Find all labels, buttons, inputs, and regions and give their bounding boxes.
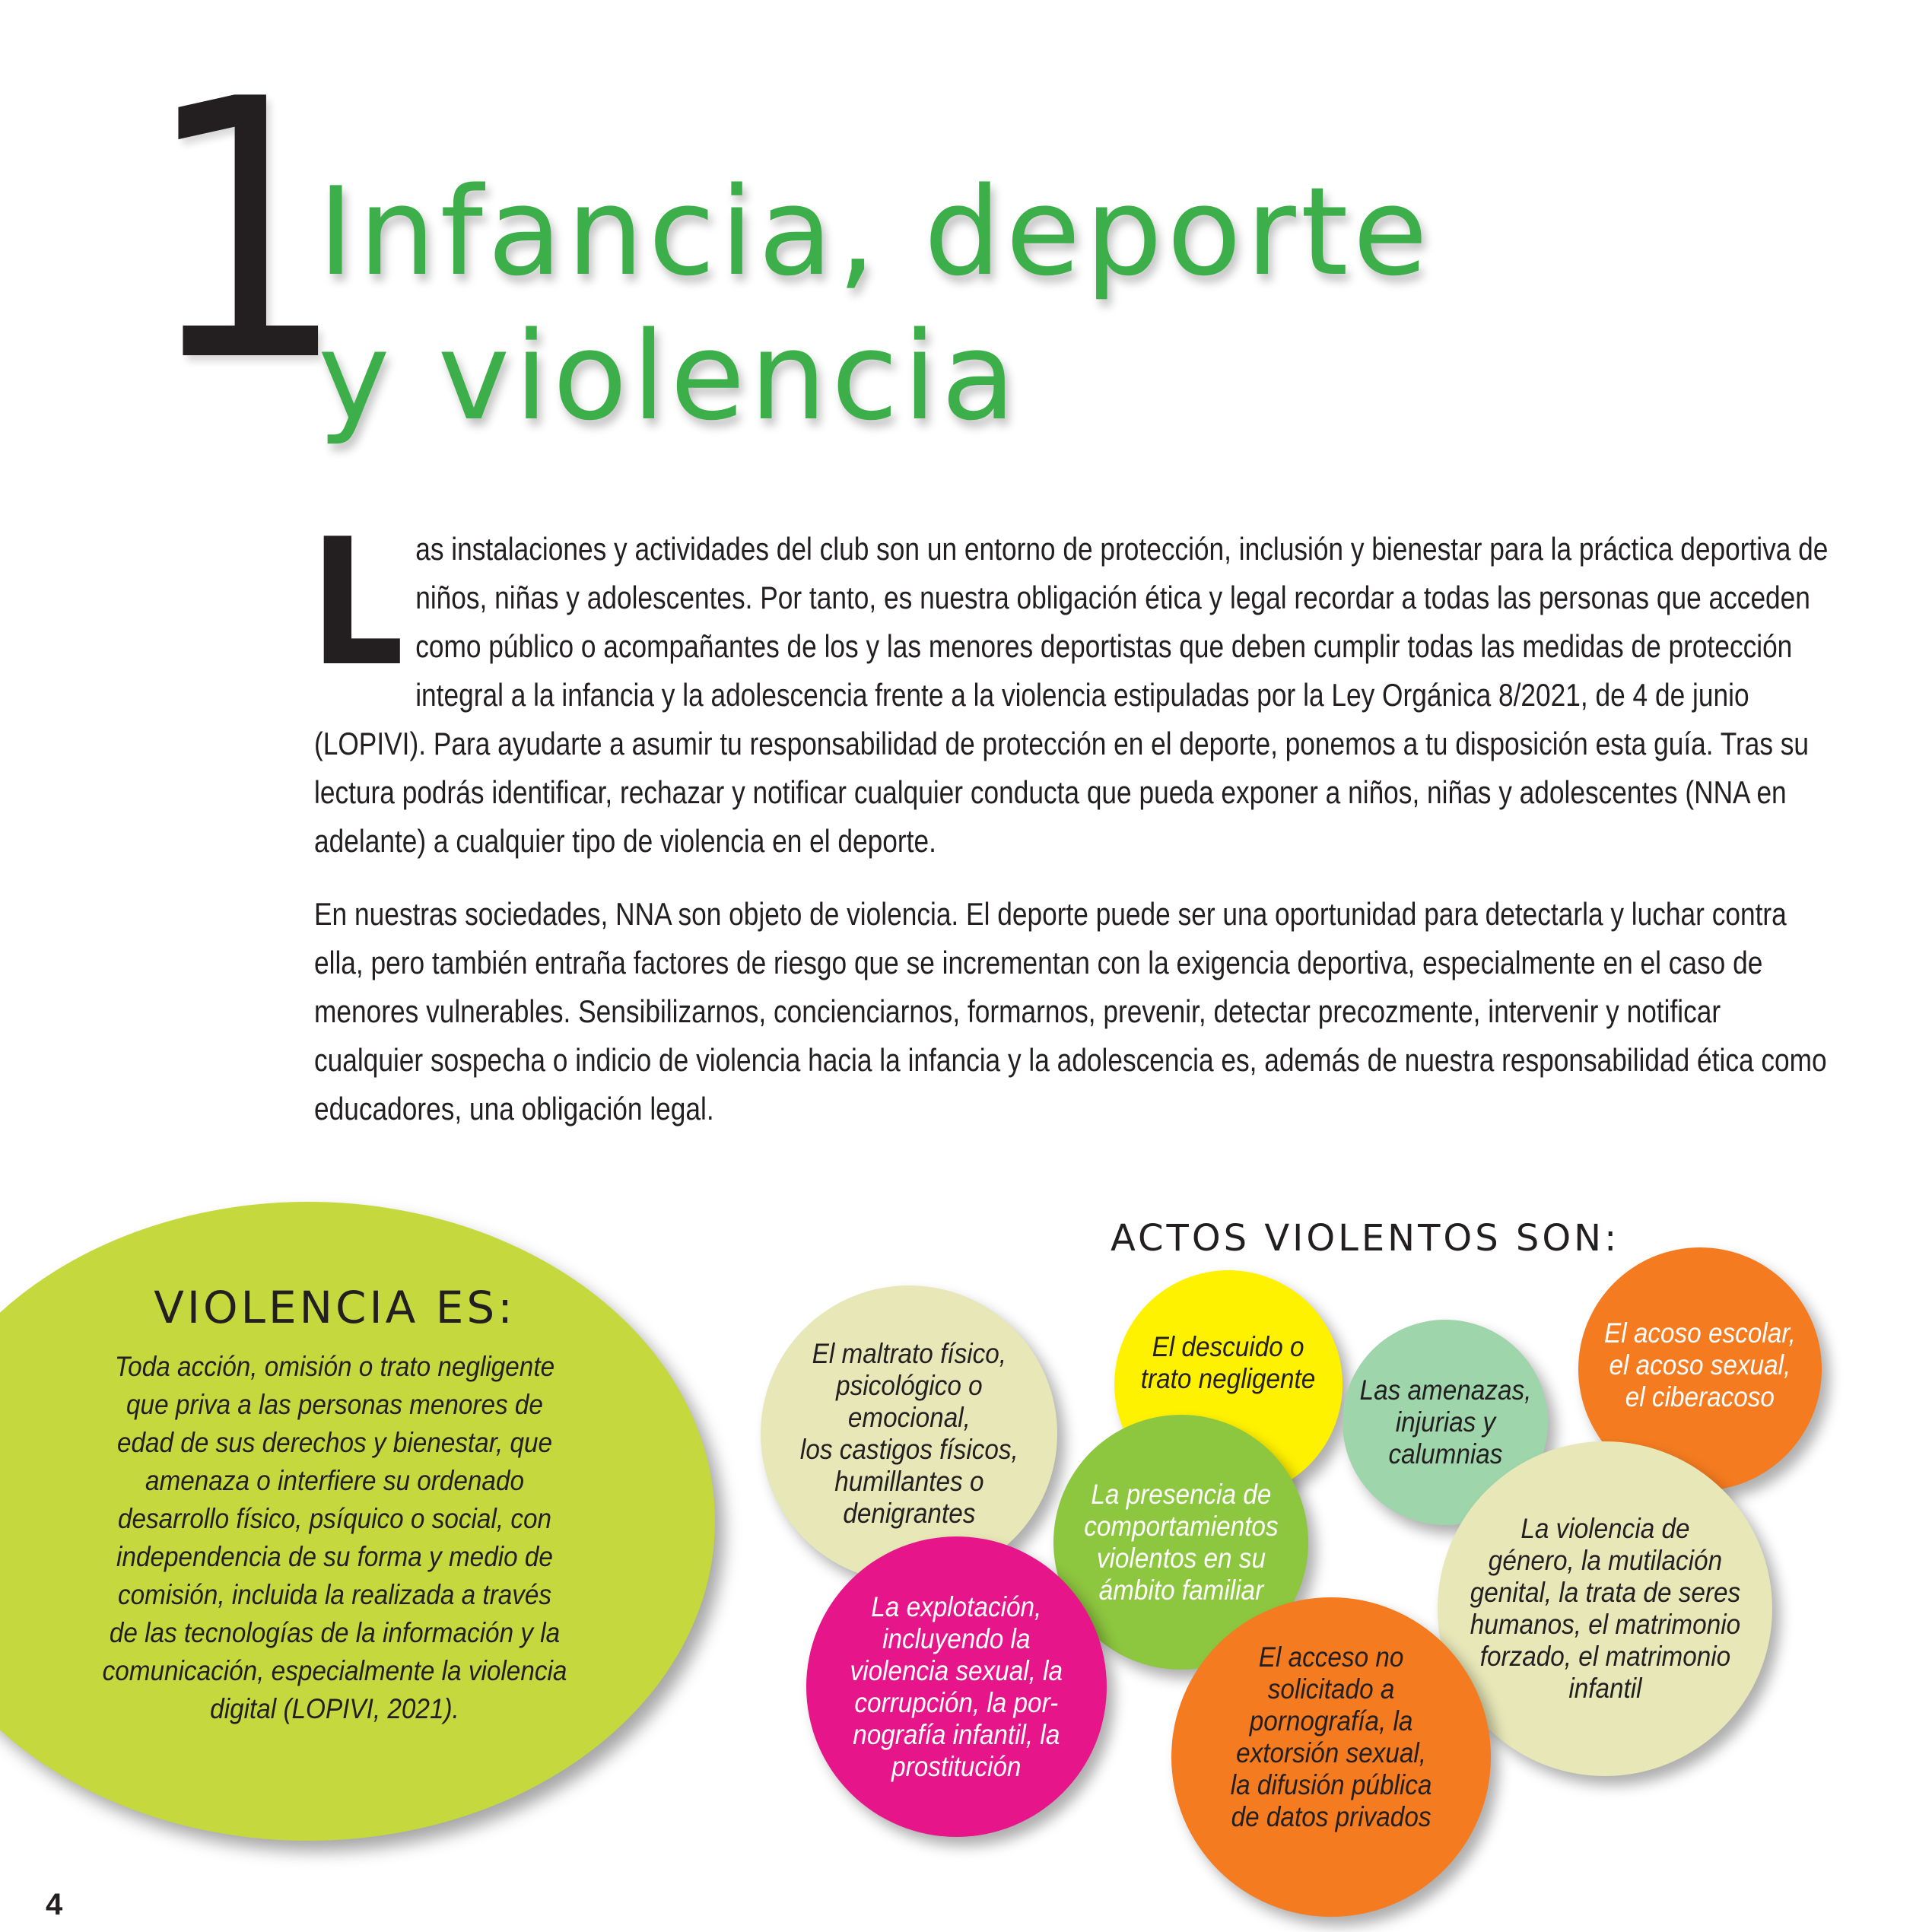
bubble-explotacion-text: La explotación, incluyendo la violencia sexual, la corrupción, la por- nografía infantil, la prostitución bbox=[850, 1590, 1063, 1782]
intro-paragraph-1-text: as instalaciones y actividades del club son un entorno de protección, inclusión y bienestar para la práctica deportiva de niños, niñas y adolescentes. Por tanto, es nuestra obligación ética y legal recordar a todas las personas que acceden como público o acompañantes de los y las menores deportistas que deben cumplir todas las medidas de protección integral a la infancia y la adolescencia frente a la violencia estipuladas por la Ley Orgánica 8/2021, de 4 de junio (LOPIVI). Para ayudarte a asumir tu responsabilidad de protección en el deporte, ponemos a tu disposición esta guía. Tras su lectura podrás identificar, rechazar y notificar cualquier conducta que pueda exponer a niños, niñas y adolescentes (NNA en adelante) a cualquier tipo de violencia en el deporte. bbox=[314, 531, 1829, 859]
bubble-presencia-text: La presencia de comportamientos violentos en su ámbito familiar bbox=[1083, 1478, 1279, 1606]
intro-paragraph-2 bbox=[314, 890, 1829, 1133]
page-number: 4 bbox=[46, 1888, 63, 1921]
violencia-title: VIOLENCIA ES: bbox=[154, 1282, 516, 1333]
drop-cap: L bbox=[310, 502, 405, 705]
title-line-1: Infancia, deporte bbox=[318, 160, 1432, 303]
violencia-definition: Toda acción, omisión o trato negligente que priva a las personas menores de edad de sus derechos y bienestar, que amenaza o interfiere su ordenado desarrollo físico, psíquico o social, con independencia de su forma y medio de comisión, incluida la realizada a través de las tecnologías de la información y la comunicación, especialmente la violencia digital (LOPIVI, 2021). bbox=[102, 1351, 567, 1724]
page-title bbox=[318, 160, 1432, 449]
bubble-descuido-text: El descuido o trato negligente bbox=[1141, 1331, 1316, 1394]
actos-violentos-title: ACTOS VIOLENTOS SON: bbox=[1111, 1217, 1620, 1260]
chapter-number: 1 bbox=[143, 24, 348, 440]
bubble-violencia-genero-text: La violencia de género, la mutilación genital, la trata de seres humanos, el matrimonio forzado, el matrimonio infantil bbox=[1470, 1513, 1740, 1704]
bubble-maltrato-text: El maltrato físico, psicológico o emocional, los castigos físicos, humillantes o denigrantes bbox=[799, 1338, 1018, 1529]
intro-paragraph-2-text: En nuestras sociedades, NNA son objeto de violencia. El deporte puede ser una oportunidad para detectarla y luchar contra ella, pero también entraña factores de riesgo que se incrementan con la exigencia deportiva, especialmente en el caso de menores vulnerables. Sensibilizarnos, concienciarnos, formarnos, prevenir, detectar precozmente, intervenir y notificar cualquier sospecha o indicio de violencia hacia la infancia y la adolescencia es, además de nuestra responsabilidad ética como educadores, una obligación legal. bbox=[314, 896, 1827, 1126]
bubble-acoso-text: El acoso escolar, el acoso sexual, el ciberacoso bbox=[1604, 1317, 1796, 1412]
intro-paragraph-1 bbox=[310, 502, 1829, 866]
bubble-acceso-pornografia bbox=[1171, 1597, 1491, 1917]
bubble-acceso-pornografia-text: El acceso no solicitado a pornografía, la extorsión sexual, la difusión pública de datos privados bbox=[1230, 1641, 1432, 1832]
bubble-amenazas-text: Las amenazas, injurias y calumnias bbox=[1359, 1374, 1531, 1470]
bubble-maltrato bbox=[761, 1285, 1057, 1582]
bubble-explotacion bbox=[806, 1536, 1107, 1837]
title-line-2: y violencia bbox=[318, 305, 1021, 447]
